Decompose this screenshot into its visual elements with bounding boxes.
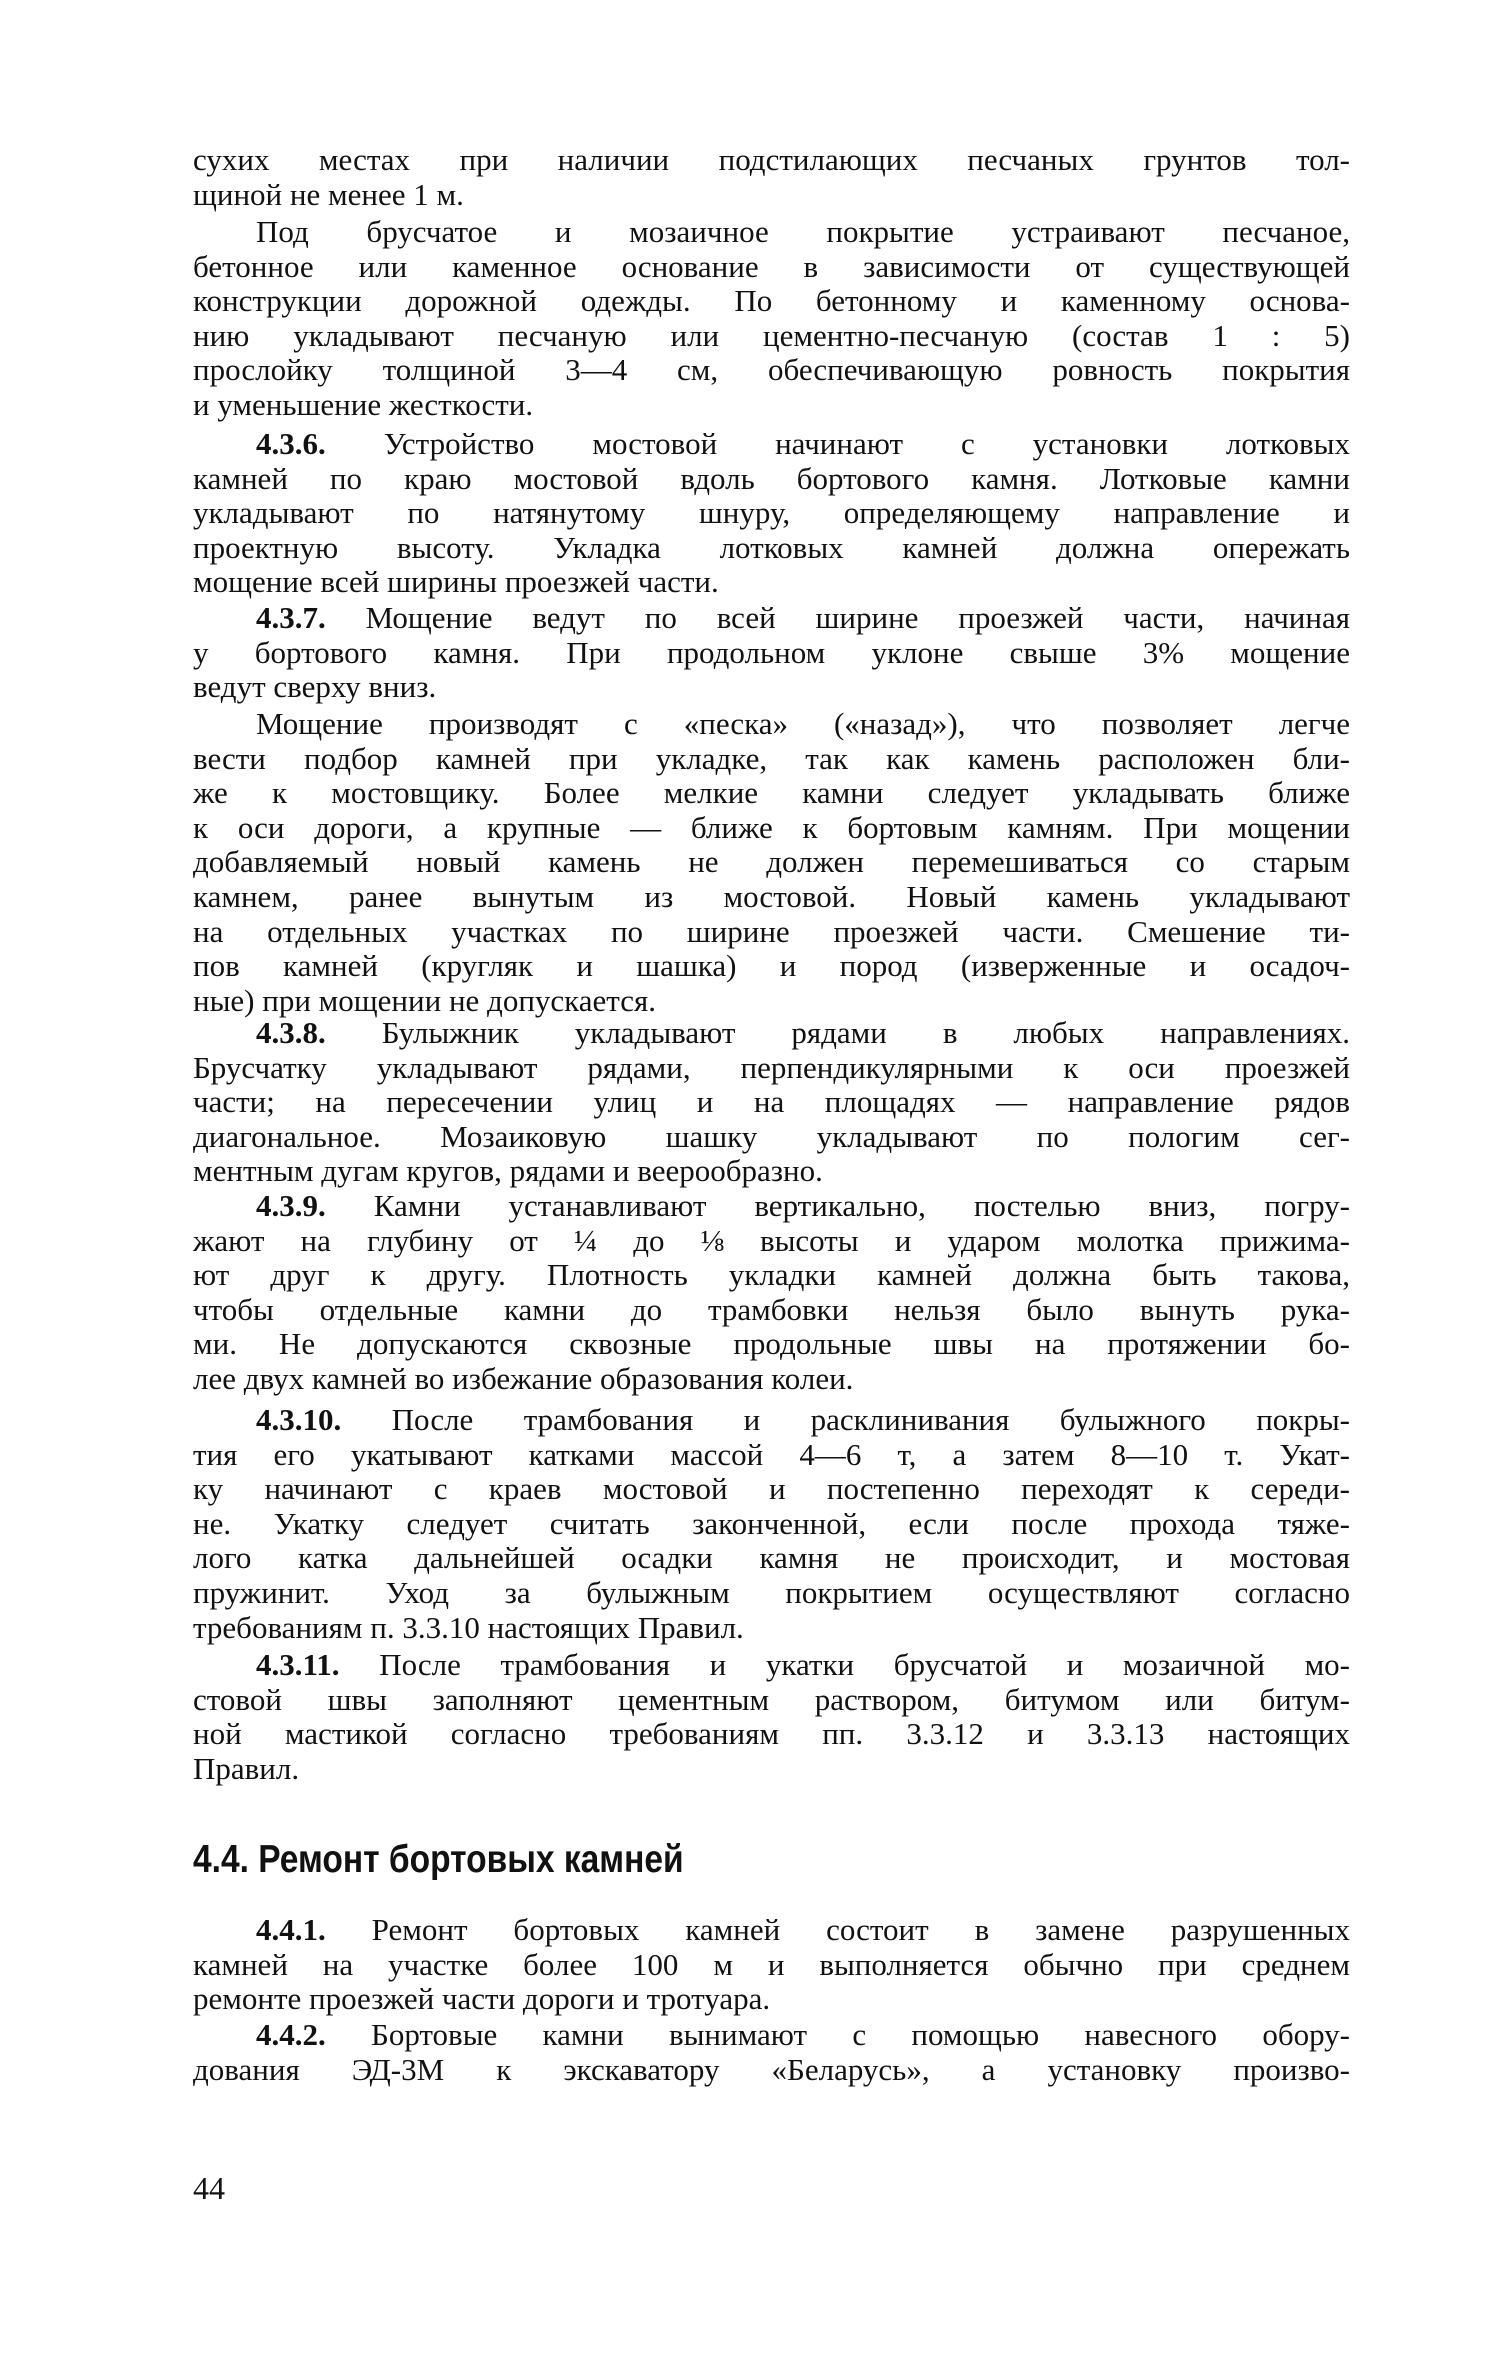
text-line (193, 1752, 1350, 1787)
text-line (193, 284, 1350, 319)
line-text: ведут сверху вниз. (193, 669, 437, 705)
text-line (193, 636, 1350, 671)
text-line (193, 388, 1350, 423)
line-text: стовой швы заполняют цементным раствором, битумом или битум- (193, 1681, 1350, 1717)
line-text: на отдельных участках по ширине проезжей части. Смешение ти- (193, 913, 1350, 949)
paragraph (193, 1648, 1350, 1786)
text-line (193, 1507, 1350, 1542)
text-line (193, 462, 1350, 497)
text-line (193, 1438, 1350, 1473)
line-text: укладывают по натянутому шнуру, определяющему направление и (193, 495, 1350, 531)
text-line (193, 1717, 1350, 1752)
line-text: Камни устанавливают вертикально, постелью вниз, погру- (373, 1188, 1350, 1223)
paragraph (193, 601, 1350, 705)
text-line (193, 1403, 1350, 1438)
line-text: диагональное. Мозаиковую шашку укладывают по пологим сег- (193, 1118, 1350, 1154)
paragraph (193, 143, 1350, 212)
paragraph (193, 1913, 1350, 2017)
line-text: чтобы отдельные камни до трамбовки нельзя было вынуть рука- (193, 1291, 1350, 1327)
text-line (193, 1948, 1350, 1983)
line-text: нию укладывают песчаную или цементно-песчаную (состав 1 : 5) (193, 317, 1350, 353)
text-line (193, 1051, 1350, 1086)
page-number: 44 (193, 2170, 225, 2206)
text-line (193, 1648, 1350, 1683)
text-line (193, 811, 1350, 846)
clause-number: 4.3.10. (256, 1402, 342, 1437)
line-text: вести подбор камней при укладке, так как камень расположен бли- (193, 740, 1350, 776)
line-text: ют друг к другу. Плотность укладки камней должна быть такова, (193, 1257, 1350, 1293)
text-line (193, 1913, 1350, 1948)
text-line (193, 250, 1350, 285)
line-text: же к мостовщику. Более мелкие камни следует укладывать ближе (193, 775, 1350, 811)
line-text: Мощение ведут по всей ширине проезжей части, начиная (365, 600, 1351, 635)
clause-number: 4.3.11. (256, 1647, 340, 1682)
line-text: дования ЭД-3М к экскаватору «Беларусь», а установку произво- (193, 2051, 1350, 2087)
line-text: ку начинают с краев мостовой и постепенно переходят к середи- (193, 1471, 1350, 1507)
line-text: После трамбования и укатки брусчатой и мозаичной мо- (379, 1647, 1351, 1682)
text-line (193, 670, 1350, 705)
line-text: пружинит. Уход за булыжным покрытием осуществляют согласно (193, 1574, 1350, 1610)
text-line (193, 776, 1350, 811)
text-line (193, 915, 1350, 950)
paragraph (193, 1403, 1350, 1645)
line-text: к оси дороги, а крупные — ближе к бортовым камням. При мощении (193, 809, 1350, 845)
text-line (193, 565, 1350, 600)
line-text: лого катка дальнейшей осадки камня не происходит, и мостовая (193, 1540, 1350, 1576)
line-text: конструкции дорожной одежды. По бетонному и каменному основа- (193, 283, 1350, 319)
paragraph (193, 707, 1350, 1018)
text-line (193, 1982, 1350, 2017)
text-line (193, 984, 1350, 1019)
clause-number: 4.4.1. (256, 1912, 326, 1947)
text-line (193, 1541, 1350, 1576)
line-text: не. Укатку следует считать законченной, если после прохода тяже- (193, 1505, 1350, 1541)
text-line (193, 707, 1350, 742)
text-line (193, 1576, 1350, 1611)
clause-number: 4.4.2. (256, 2017, 326, 2052)
clause-number: 4.3.9. (256, 1188, 326, 1223)
paragraph (193, 1016, 1350, 1189)
line-text: Булыжник укладывают рядами в любых направлениях. (381, 1015, 1351, 1050)
text-line (193, 1154, 1350, 1189)
text-line (193, 1683, 1350, 1718)
line-text: тия его укатывают катками массой 4—6 т, а затем 8—10 т. Укат- (193, 1436, 1350, 1472)
text-line (193, 1472, 1350, 1507)
text-line (193, 143, 1350, 178)
text-line (193, 215, 1350, 250)
line-text: камнем, ранее вынутым из мостовой. Новый камень укладывают (193, 878, 1350, 914)
line-text: Устройство мостовой начинают с установки лотковых (383, 426, 1350, 461)
text-line (193, 601, 1350, 636)
line-text: камней на участке более 100 м и выполняется обычно при среднем (193, 1946, 1350, 1982)
text-line (193, 2053, 1350, 2088)
text-line (193, 427, 1350, 462)
paragraph (193, 427, 1350, 600)
line-text: жают на глубину от ¼ до ⅛ высоты и ударом молотка прижима- (193, 1222, 1350, 1258)
text-line (193, 1611, 1350, 1646)
text-line (193, 319, 1350, 354)
line-text: части; на пересечении улиц и на площадях — направление рядов (193, 1084, 1350, 1120)
line-text: ные) при мощении не допускается. (193, 982, 656, 1018)
line-text: пов камней (кругляк и шашка) и пород (изверженные и осадоч- (193, 948, 1350, 984)
paragraph (193, 215, 1350, 423)
text-line (193, 1224, 1350, 1259)
text-line (193, 1258, 1350, 1293)
line-text: камней по краю мостовой вдоль бортового камня. Лотковые камни (193, 460, 1350, 496)
line-text: мощение всей ширины проезжей части. (193, 564, 719, 600)
section-heading: 4.4. Ремонт бортовых камней (193, 1838, 684, 1881)
line-text: ментным дугам кругов, рядами и веерообразно. (193, 1153, 823, 1189)
line-text: щиной не менее 1 м. (193, 176, 464, 212)
text-line (193, 880, 1350, 915)
line-text: сухих местах при наличии подстилающих песчаных грунтов тол- (193, 142, 1350, 177)
line-text: лее двух камней во избежание образования колеи. (193, 1360, 854, 1396)
line-text: Ремонт бортовых камней состоит в замене разрушенных (371, 1912, 1351, 1947)
text-line (193, 1189, 1350, 1224)
text-line (193, 1085, 1350, 1120)
clause-number: 4.3.8. (256, 1015, 326, 1050)
text-line (193, 496, 1350, 531)
line-text: и уменьшение жесткости. (193, 386, 534, 422)
line-text: Правил. (193, 1750, 300, 1786)
line-text: ми. Не допускаются сквозные продольные швы на протяжении бо- (193, 1326, 1350, 1362)
line-text: у бортового камня. При продольном уклоне свыше 3% мощение (193, 634, 1350, 670)
line-text: После трамбования и расклинивания булыжного покры- (391, 1402, 1351, 1437)
text-line (193, 845, 1350, 880)
line-text: добавляемый новый камень не должен перемешиваться со старым (193, 844, 1350, 880)
line-text: проектную высоту. Укладка лотковых камней должна опережать (193, 529, 1350, 565)
line-text: прослойку толщиной 3—4 см, обеспечивающую ровность покрытия (193, 352, 1350, 388)
line-text: Мощение производят с «песка» («назад»), что позволяет легче (256, 706, 1350, 741)
line-text: требованиям п. 3.3.10 настоящих Правил. (193, 1609, 744, 1645)
text-line (193, 531, 1350, 566)
paragraph (193, 2018, 1350, 2087)
text-line (193, 1120, 1350, 1155)
text-line (193, 1016, 1350, 1051)
paragraph (193, 1189, 1350, 1397)
text-line (193, 742, 1350, 777)
clause-number: 4.3.7. (256, 600, 326, 635)
text-line (193, 1362, 1350, 1397)
text-line (193, 2018, 1350, 2053)
clause-number: 4.3.6. (256, 426, 326, 461)
text-line (193, 1327, 1350, 1362)
line-text: Под брусчатое и мозаичное покрытие устраивают песчаное, (256, 214, 1350, 249)
line-text: бетонное или каменное основание в зависимости от существующей (193, 248, 1350, 284)
text-line (193, 1293, 1350, 1328)
line-text: ной мастикой согласно требованиям пп. 3.3.12 и 3.3.13 настоящих (193, 1716, 1350, 1752)
line-text: Бортовые камни вынимают с помощью навесного обору- (371, 2017, 1351, 2052)
text-line (193, 178, 1350, 213)
line-text: ремонте проезжей части дороги и тротуара. (193, 1981, 771, 2017)
text-line (193, 353, 1350, 388)
text-line (193, 949, 1350, 984)
line-text: Брусчатку укладывают рядами, перпендикулярными к оси проезжей (193, 1049, 1350, 1085)
